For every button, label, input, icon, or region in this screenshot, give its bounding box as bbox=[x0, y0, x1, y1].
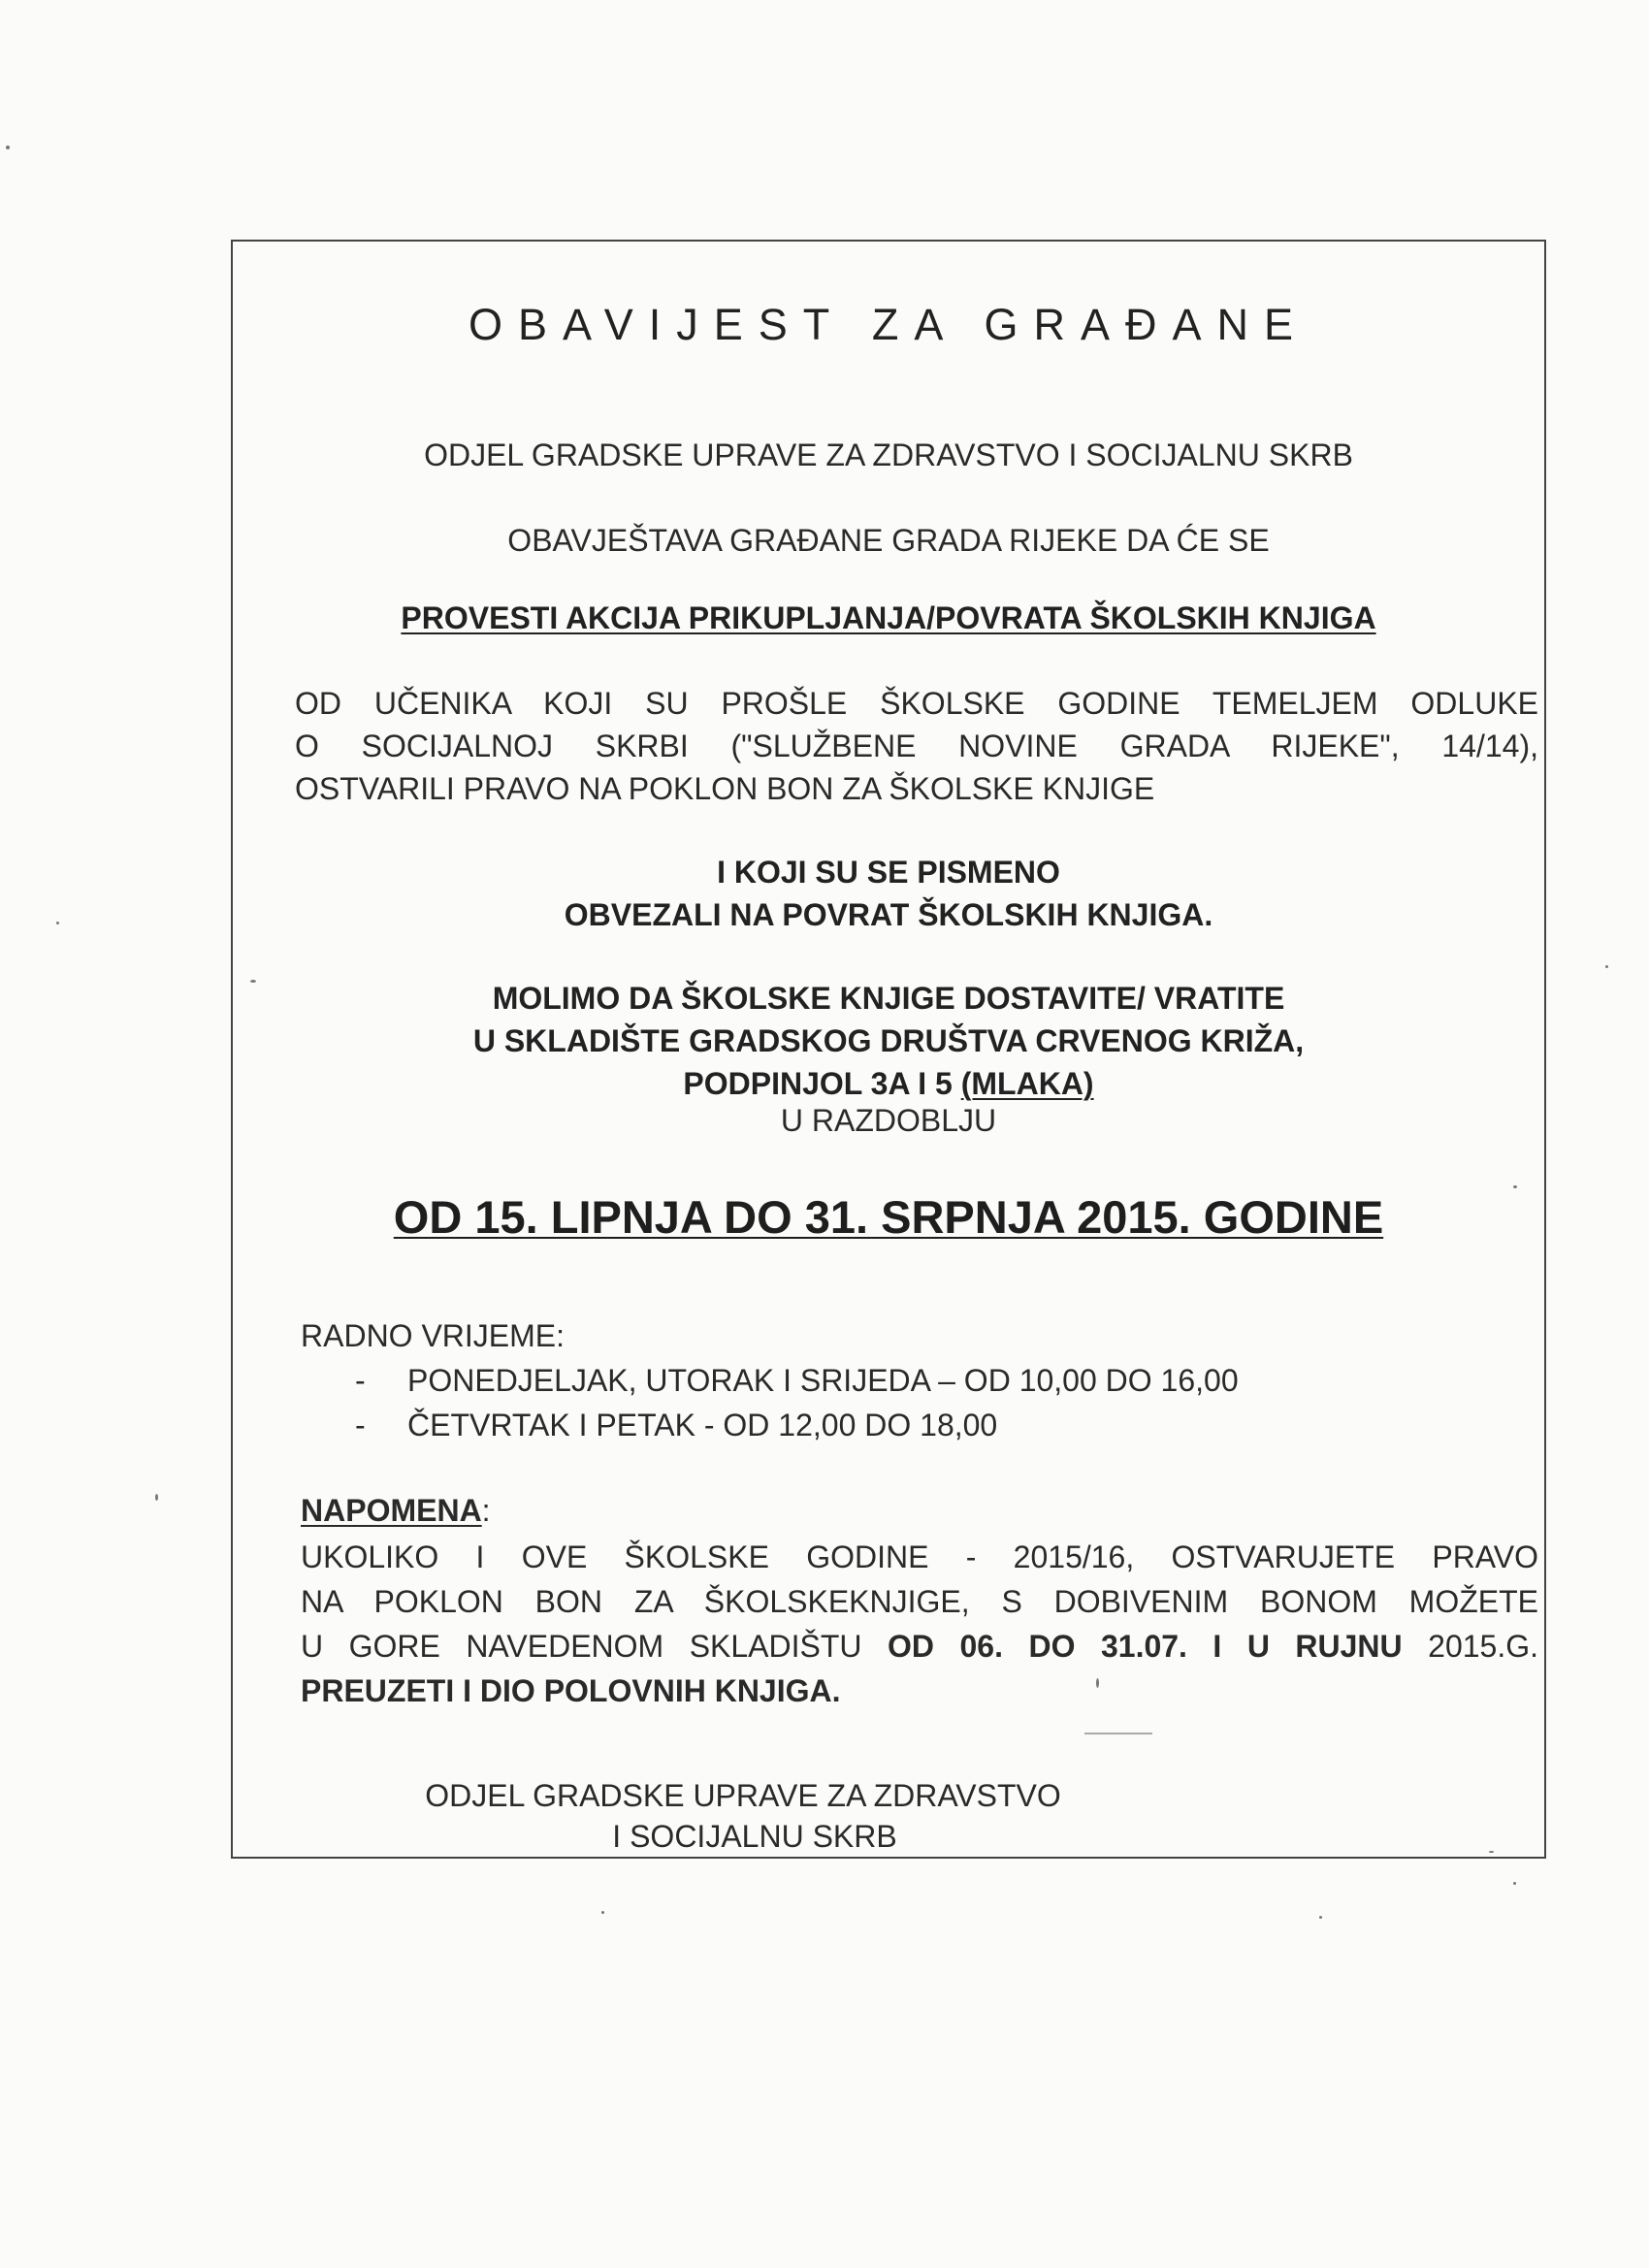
note-label bbox=[301, 1493, 1538, 1539]
note-label-text: NAPOMENA bbox=[301, 1493, 482, 1528]
working-hours-row bbox=[301, 1363, 1239, 1408]
address-line bbox=[233, 1066, 1544, 1102]
address-area: (MLAKA) bbox=[960, 1066, 1094, 1101]
note-line-3-year: 2015.G. bbox=[1402, 1629, 1539, 1664]
note-line-3 bbox=[301, 1629, 1538, 1673]
note-line-4: PREUZETI I DIO POLOVNIH KNJIGA. bbox=[301, 1673, 841, 1708]
bullet-dash: - bbox=[355, 1363, 366, 1398]
scan-speck bbox=[1605, 965, 1608, 968]
request-line-1: MOLIMO DA ŠKOLSKE KNJIGE DOSTAVITE/ VRATITE bbox=[492, 981, 1285, 1016]
signature-line-2: I SOCIJALNU SKRB bbox=[612, 1819, 897, 1854]
scan-speck bbox=[56, 922, 59, 924]
note-line-2: NA POKLON BON ZA ŠKOLSKEKNJIGE, S DOBIVENIM BONOM MOŽETE bbox=[301, 1584, 1538, 1619]
address-street: PODPINJOL 3A I 5 bbox=[683, 1066, 961, 1101]
students-line-3: OSTVARILI PRAVO NA POKLON BON ZA ŠKOLSKE KNJIGE bbox=[295, 771, 1155, 806]
scan-speck bbox=[155, 1494, 158, 1501]
informs-line: OBAVJEŠTAVA GRAĐANE GRADA RIJEKE DA ĆE SE bbox=[507, 523, 1270, 558]
note-line-3-text: U GORE NAVEDENOM SKLADIŠTU bbox=[301, 1629, 889, 1664]
students-line-2: O SOCIJALNOJ SKRBI ("SLUŽBENE NOVINE GRADA RIJEKE", 14/14), bbox=[295, 729, 1538, 763]
working-hours-text: PONEDJELJAK, UTORAK I SRIJEDA – OD 10,00 DO 16,00 bbox=[407, 1363, 1239, 1398]
scan-speck bbox=[1319, 1916, 1322, 1919]
students-paragraph bbox=[295, 686, 1538, 814]
working-hours bbox=[301, 1318, 1239, 1452]
dates-text: OD 15. LIPNJA DO 31. SRPNJA 2015. GODINE bbox=[393, 1191, 1384, 1243]
obligation-line-1: I KOJI SU SE PISMENO bbox=[717, 855, 1060, 890]
action-line-text: PROVESTI AKCIJA PRIKUPLJANJA/POVRATA ŠKOLSKIH KNJIGA bbox=[401, 600, 1376, 635]
request-line-2: U SKLADIŠTE GRADSKOG DRUŠTVA CRVENOG KRIŽA, bbox=[472, 1023, 1305, 1058]
scan-speck bbox=[1513, 1882, 1516, 1885]
students-line-1: OD UČENIKA KOJI SU PROŠLE ŠKOLSKE GODINE TEMELJEM ODLUKE bbox=[295, 686, 1538, 721]
signature-line-1: ODJEL GRADSKE UPRAVE ZA ZDRAVSTVO bbox=[425, 1778, 1061, 1813]
scan-speck bbox=[6, 146, 10, 149]
working-hours-text: ČETVRTAK I PETAK - OD 12,00 DO 18,00 bbox=[407, 1408, 998, 1442]
obligation-line-2: OBVEZALI NA POVRAT ŠKOLSKIH KNJIGA. bbox=[564, 897, 1213, 932]
notice-title: OBAVIJEST ZA GRAĐANE bbox=[469, 300, 1309, 349]
scan-speck bbox=[601, 1911, 604, 1914]
action-line bbox=[233, 600, 1544, 636]
bullet-dash: - bbox=[355, 1408, 366, 1442]
working-hours-label: RADNO VRIJEME: bbox=[301, 1318, 566, 1353]
notice-frame bbox=[231, 240, 1546, 1859]
note-section bbox=[301, 1493, 1538, 1718]
department-line: ODJEL GRADSKE UPRAVE ZA ZDRAVSTVO I SOCIJALNU SKRB bbox=[424, 437, 1353, 472]
period-line: U RAZDOBLJU bbox=[780, 1103, 997, 1138]
note-line-3-dates: OD 06. DO 31.07. I U RUJNU bbox=[888, 1629, 1403, 1664]
note-line-1: UKOLIKO I OVE ŠKOLSKE GODINE - 2015/16, OSTVARUJETE PRAVO bbox=[301, 1539, 1538, 1574]
note-label-colon: : bbox=[481, 1493, 491, 1528]
dates-line bbox=[233, 1190, 1544, 1244]
working-hours-row bbox=[301, 1408, 1239, 1452]
